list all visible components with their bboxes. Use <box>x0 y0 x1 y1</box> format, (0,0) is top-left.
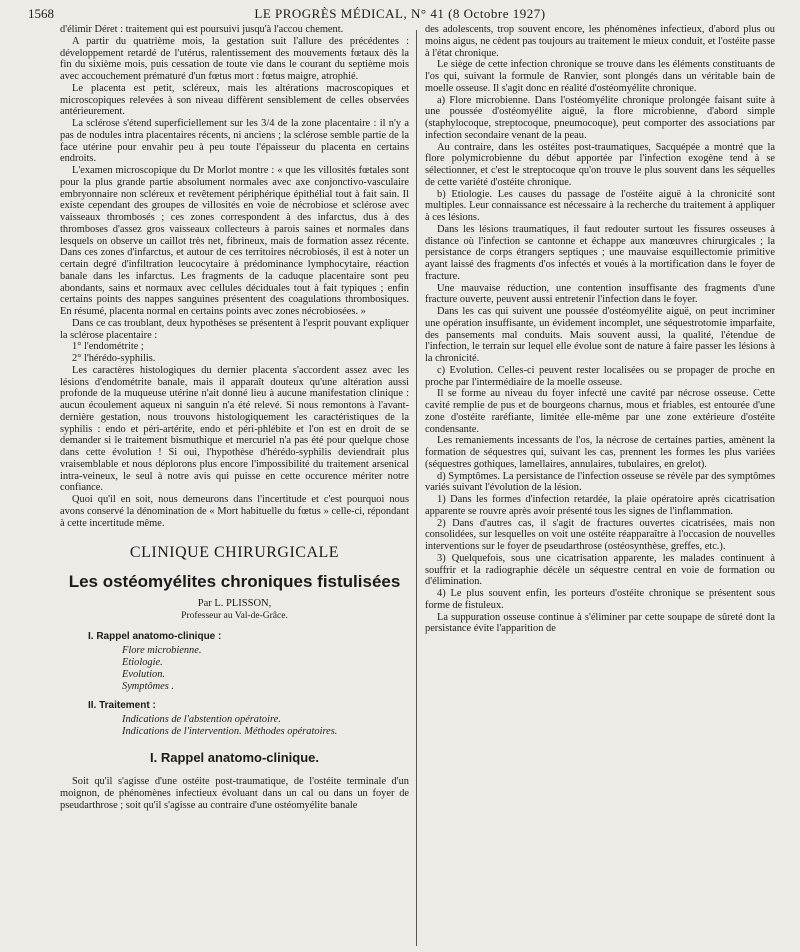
outline-item: Etiologie. <box>122 657 163 669</box>
paragraph: Le siège de cette infection chronique se trouve dans les éléments constituants de l'os qui, suivant la formule de Ranvier, sont plongés dans un véritable bain de moelle osseuse. Il s'agit donc en réalité d'ostéomyélite chronique. <box>425 59 775 94</box>
paragraph: Une mauvaise réduction, une contention insuffisante des fragments d'une fracture ouverte, peuvent aussi entretenir l'infection dans le foyer. <box>425 282 775 306</box>
outline-heading: I. Rappel anatomo-clinique : <box>88 631 222 643</box>
paragraph: 2° l'hérédo-syphilis. <box>72 353 156 364</box>
page-header <box>28 6 772 26</box>
paragraph: Quoi qu'il en soit, nous demeurons dans l'incertitude et c'est pourquoi nous avons conservé la dénomination de « Mort habituelle du fœtus » celle-ci, répondant à cette incertitude même. <box>60 494 409 529</box>
paragraph: Dans les cas qui suivent une poussée d'ostéomyélite aiguë, on peut incriminer une opération insuffisante, un évidement incomplet, une séquestrotomie imparfaite, des pansements mal conduits. Mais souvent aussi, la qualité, l'étendue de l'infection, le terrain sur lequel elle évolue sont de nature à faire passer les lésions à la chronicité. <box>425 306 775 364</box>
journal-title: LE PROGRÈS MÉDICAL, N° 41 (8 Octobre 1927) <box>254 6 546 21</box>
byline: Par L. PLISSON, <box>197 598 272 610</box>
right-column <box>425 24 775 948</box>
paragraph: a) Flore microbienne. Dans l'ostéomyélite chronique prolongée faisant suite à une poussée d'ostéomyélite aiguë, la flore microbienne, d'abord simple (staphylocoque, streptocoque, pneumocoque), peut comporter des associations par infection secondaire venant de la peau. <box>425 94 775 141</box>
paragraph: Au contraire, dans les ostéites post-traumatiques, Sacquépée a montré que la flore polymicrobienne du début apportée par l'infection exogène tend à se sélectionner, et c'est le streptocoque qu'on trouve le plus souvent dans les séquelles de cette variété d'ostéite chronique. <box>425 141 775 188</box>
paragraph: La sclérose s'étend superficiellement sur les 3/4 de la zone placentaire : il n'y a pas de nodules intra placentaires récents, ni anciens ; la sclérose semble partie de la face utérine pour envahir peu à peu toute l'épaisseur du placenta en certains endroits. <box>60 118 409 165</box>
paragraph: Dans ce cas troublant, deux hypothèses se présentent à l'esprit pouvant expliquer la sclérose placentaire : <box>60 317 409 341</box>
section-title: CLINIQUE CHIRURGICALE <box>129 544 340 562</box>
part-title: I. Rappel anatomo-clinique. <box>149 750 320 766</box>
paragraph: 4) Le plus souvent enfin, les porteurs d'ostéite chronique se présentent sous forme de fistuleux. <box>425 588 775 611</box>
paragraph: d) Symptômes. La persistance de l'infection osseuse se révèle par des symptômes variés suivant l'évolution de la lésion. <box>425 470 775 494</box>
article-title: Les ostéomyélites chroniques fistulisées <box>68 572 401 592</box>
paragraph: 1° l'endométrite ; <box>72 341 144 353</box>
paragraph: des adolescents, trop souvent encore, les phénomènes infectieux, d'abord plus ou moins aigus, ne cèdent pas toujours au traitement le mieux conduit, et l'ostéite passe à l'état chronique. <box>425 24 775 59</box>
paragraph: Le placenta est petit, scléreux, mais les altérations macroscopiques et microscopiques relevées à son niveau diffèrent sensiblement de celles observées antérieurement. <box>60 82 409 118</box>
paragraph: Il se forme au niveau du foyer infecté une cavité par nécrose osseuse. Cette cavité remplie de pus et de bourgeons charnus, mous et friables, est entourée d'une zone d'ostéite raréfiante, limitée elle-même par une zone extérieure d'ostéite condensante. <box>425 388 775 435</box>
paragraph: Les caractères histologiques du dernier placenta s'accordent assez avec les lésions d'endométrite banale, mais il apparaît douteux qu'une altération aussi profonde de la muqueuse utérine n'ait donné lieu à aucune manifestation clinique : aucun écoulement aqueux ni sanguin n'a été relevé. Si nous remontons à l'avant-dernière gestation, nous trouvons histologiquement les caractéristiques de la syphilis : endo et péri-artérite, endo et péri-phlébite et l'on est en droit de se demander si le traitement bismuthique et mercuriel n'a pas été pour quelque chose dans cette évolution ! Si oui, l'hypothèse d'hérédo-syphilis deviendrait plus vraisemblable et nous déplorons plus encore l'impossibilité du traitement arsenical intra-veineux, le seul à notre avis qui puisse en cette occurence mériter notre confiance. <box>60 364 409 494</box>
paragraph: La suppuration osseuse continue à s'éliminer par cette soupape de sûreté dont la persistance évite l'apparition de <box>425 611 775 635</box>
paragraph: A partir du quatrième mois, la gestation suit l'allure des précédentes : développement retardé de l'utérus, ralentissement des mouvements fœtaux dès la fin du sixième mois, puis cessation de toute vie dans le courant du septième mois avec accouchement prématuré d'un fœtus mort : fœtus maigre, atrophié. <box>60 35 409 82</box>
column-divider <box>416 30 417 946</box>
outline-item: Indications de l'abstention opératoire. <box>122 714 281 726</box>
paragraph: d'élimir Déret : traitement qui est poursuivi jusqu'à l'accou chement. <box>60 24 344 35</box>
page-number: 1568 <box>28 6 54 21</box>
paragraph: L'examen microscopique du Dr Morlot montre : « que les villosités fœtales sont pour la plus grande partie absolument normales avec axe conjonctivo-vasculaire embryonnaire non scléreux et revêtement périphérique épithélial tout à fait sain. Il existe cependant des groupes de villosités en voie de nécrobiose et sclérose avec vaisseaux thrombosés ; ces zones correspondent à des infarctus, dus à des thromboses d'assez gros vaisseaux collecteurs à parois saines et normales dans lesquels on observe un caillot très net, fibrineux, mais de formation assez récente. Dans ces zones d'infarctus, et autour de ces territoires nécrobiosés, il est à noter un certain degré d'infiltration leucocytaire à prédominance lymphocytaire, réaction banale dans les infarctus. Les fragments de la caduque placentaire sont peu abondants, sains et normaux avec cellules déciduales tout à fait typiques ; enfin certains points des nappes sanguines présentent des coagulations thrombosiques. En résumé, placenta normal en certains points avec zones nécrobiosées. » <box>60 165 409 317</box>
paragraph: Soit qu'il s'agisse d'une ostéite post-traumatique, de l'ostéite terminale d'un moignon, de phénomènes infectieux évoluant dans un cal ou dans un foyer de pseudarthrose ; soit qu'il s'agisse au contraire d'une ostéomyélite banale <box>60 776 409 811</box>
outline-item: Indications de l'intervention. Méthodes opératoires. <box>122 726 338 738</box>
outline-item: Evolution. <box>122 669 165 681</box>
paragraph: 1) Dans les formes d'infection retardée, la plaie opératoire après cicatrisation apparente se rouvre après avoir présenté tous les signes de l'inflammation. <box>425 494 775 517</box>
paragraph: 3) Quelquefois, sous une cicatrisation apparente, les malades continuent à souffrir et la radiographie décèle un séquestre central en voie de formation ou d'élimination. <box>425 552 775 588</box>
paragraph: c) Evolution. Celles-ci peuvent rester localisées ou se propager de proche en proche par l'intermédiaire de la moelle osseuse. <box>425 364 775 388</box>
paragraph: 2) Dans d'autres cas, il s'agit de fractures ouvertes cicatrisées, mais non consolidées, sur lesquelles on voit une ostéite réapparaître à l'occasion de nouvelles interventions sur le foyer de pseudarthrose (ostéosynthèse, greffes, etc.). <box>425 517 775 552</box>
left-column <box>60 24 409 948</box>
outline-item: Flore microbienne. <box>122 645 202 657</box>
outline-heading: II. Traitement : <box>88 700 156 712</box>
paragraph: Dans les lésions traumatiques, il faut redouter surtout les fissures osseuses à distance où l'infection se cantonne et échappe aux manœuvres chirurgicales ; la persistance de corps étrangers septiques ; une mauvaise esquillectomie primitive ayant laissé des fragments d'os infectés et voués à la mortification dans le foyer de fracture. <box>425 223 775 282</box>
paragraph: Les remaniements incessants de l'os, la nécrose de certaines parties, amènent la formation de séquestres qui, suivant les cas, prennent les formes les plus variées (séquestres gothiques, lamellaires, annulaires, tubulaires, en grelot). <box>425 435 775 470</box>
paragraph: b) Etiologie. Les causes du passage de l'ostéite aiguë à la chronicité sont multiples. Leur connaissance est nécessaire à la recherche du traitement à appliquer à ces lésions. <box>425 188 775 223</box>
author-affiliation: Professeur au Val-de-Grâce. <box>181 611 288 622</box>
outline-item: Symptômes . <box>122 681 174 693</box>
